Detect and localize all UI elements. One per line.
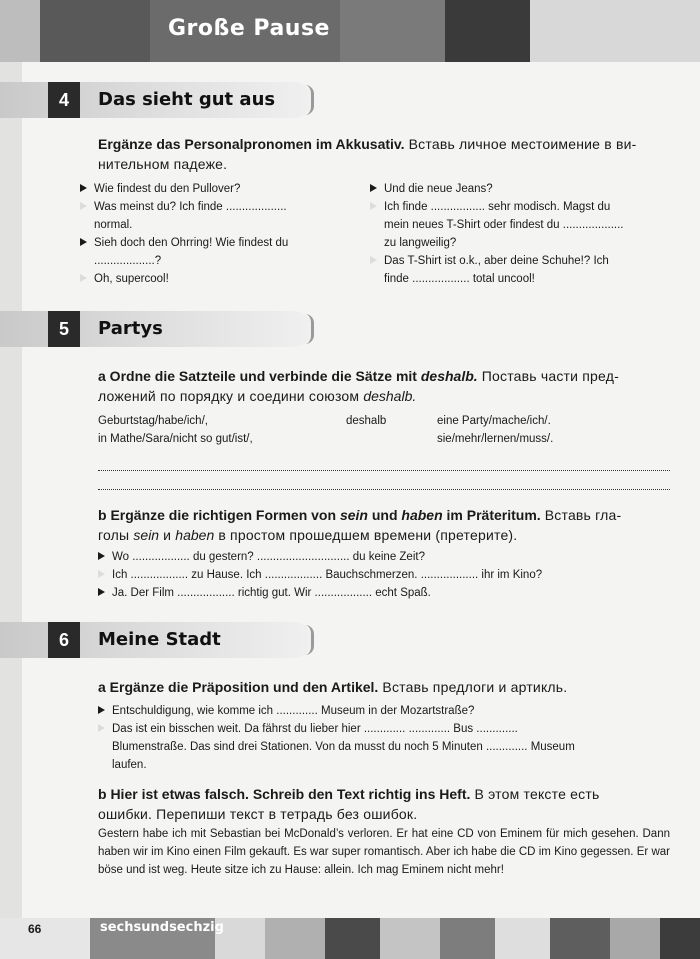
exercise-5b-instruction	[98, 505, 672, 545]
sentence-part: Geburtstag/habe/ich/,	[98, 415, 208, 427]
section-6-heading	[0, 622, 320, 658]
speaker-a-marker-icon	[98, 552, 105, 560]
instruction-ru: В этом тексте есть	[470, 786, 600, 802]
page-title: Große Pause	[168, 16, 330, 41]
page-number-words: sechsundsechzig	[100, 920, 224, 935]
instruction-de: b Ergänze die richtigen Formen von	[98, 507, 340, 523]
dialogue-line: Wie findest du den Pullover?	[94, 183, 241, 195]
section-title: Partys	[98, 318, 163, 339]
instruction-ru: ошибки. Перепиши текст в тетрадь без ошибок.	[98, 806, 418, 822]
footer-tile	[0, 918, 90, 959]
section-title: Das sieht gut aus	[98, 89, 276, 110]
exercise-6a-instruction	[98, 677, 672, 697]
exercise-5b-dialogue	[98, 548, 672, 602]
exercise-5a-instruction	[98, 366, 672, 406]
dialogue-line: Das T-Shirt ist o.k., aber deine Schuhe!? Ich	[384, 255, 609, 267]
instruction-ru: Вставь личное местоимение в ви-	[404, 136, 637, 152]
instruction-de: a Ordne die Satzteile und verbinde die Sätze mit	[98, 368, 421, 384]
instruction-ru: и	[159, 527, 176, 543]
speaker-b-marker-icon	[80, 274, 87, 282]
dialogue-line: Wo .................. du gestern? ............................. du keine Zeit?	[112, 551, 425, 563]
header-band	[0, 0, 700, 62]
page-number: 66	[28, 922, 42, 936]
dialogue-line: zu langweilig?	[384, 237, 457, 249]
exercise-6b-text: Gestern habe ich mit Sebastian bei McDonald’s verloren. Er hat eine CD von Eminem für mich gesehen. Dann haben wir im Kino einen Film gekauft. Es war super romantisch. Aber ich habe die CD im Kino gegessen. Er war böse und ist weg. Heute sitze ich zu Hause: allein. Ich mag Eminem nicht mehr!	[98, 828, 670, 876]
speaker-a-marker-icon	[370, 184, 377, 192]
dialogue-line: ...................?	[94, 255, 162, 267]
instruction-keyword: sein	[133, 527, 160, 543]
footer-tile	[440, 918, 495, 959]
instruction-ru: голы	[98, 527, 134, 543]
speaker-a-marker-icon	[80, 238, 87, 246]
footer-tile	[495, 918, 550, 959]
footer-tile	[660, 918, 700, 959]
header-tile	[445, 0, 530, 62]
exercise-6b-instruction	[98, 784, 672, 824]
header-tile	[0, 0, 40, 62]
dialogue-line: normal.	[94, 219, 133, 231]
instruction-keyword: haben	[175, 527, 215, 543]
footer-tile	[550, 918, 610, 959]
footer-tile	[265, 918, 325, 959]
dialogue-line: Oh, supercool!	[94, 273, 169, 285]
instruction-ru: в простом прошедшем времени (претерите).	[214, 527, 518, 543]
dialogue-line: Ja. Der Film .................. richtig gut. Wir .................. echt Spaß.	[112, 587, 431, 599]
instruction-de: im Präteritum.	[442, 507, 541, 523]
dialogue-line: Ich .................. zu Hause. Ich .................. Bauchschmerzen. .................. ihr im Kino?	[112, 569, 543, 581]
speaker-a-marker-icon	[98, 588, 105, 596]
exercise-4-instruction	[98, 134, 672, 174]
footer-tile	[325, 918, 380, 959]
exercise-4-left-dialogue	[80, 180, 350, 288]
instruction-de: a Ergänze die Präposition und den Artikel.	[98, 679, 379, 695]
instruction-ru: Вставь гла-	[540, 507, 622, 523]
section-number: 5	[48, 311, 80, 347]
instruction-de: b Hier ist etwas falsch. Schreib den Text richtig ins Heft.	[98, 786, 471, 802]
margin-strip	[0, 62, 22, 959]
dialogue-line: Das ist ein bisschen weit. Da fährst du lieber hier ............. ............. Bus .............	[112, 723, 518, 735]
sentence-part: sie/mehr/lernen/muss/.	[437, 433, 554, 445]
speaker-b-marker-icon	[370, 202, 377, 210]
sentence-part: eine Party/mache/ich/.	[437, 415, 551, 427]
instruction-ru: Вставь предлоги и артикль.	[378, 679, 568, 695]
speaker-a-marker-icon	[98, 706, 105, 714]
dialogue-line: Entschuldigung, wie komme ich ............. Museum in der Mozartstraße?	[112, 705, 475, 717]
conjunction: deshalb	[346, 415, 387, 427]
footer-tile	[380, 918, 440, 959]
dialogue-line: Blumenstraße. Das sind drei Stationen. Von da musst du noch 5 Minuten ............. Museum	[112, 741, 575, 753]
speaker-b-marker-icon	[98, 724, 105, 732]
header-tile	[530, 0, 700, 62]
speaker-b-marker-icon	[80, 202, 87, 210]
section-title: Meine Stadt	[98, 629, 221, 650]
instruction-keyword: haben	[401, 507, 443, 523]
dialogue-line: mein neues T-Shirt oder findest du ...................	[384, 219, 624, 231]
instruction-ru: Поставь части пред-	[477, 368, 619, 384]
instruction-keyword: sein	[339, 507, 368, 523]
dialogue-line: Was meinst du? Ich finde ...................	[94, 201, 287, 213]
section-5-heading	[0, 311, 320, 347]
exercise-4-right-dialogue	[370, 180, 672, 288]
instruction-de: und	[367, 507, 402, 523]
section-4-heading	[0, 82, 320, 118]
answer-line	[98, 470, 670, 471]
header-tile	[340, 0, 445, 62]
dialogue-line: Und die neue Jeans?	[384, 183, 493, 195]
instruction-keyword: deshalb.	[363, 388, 417, 404]
header-tile	[40, 0, 150, 62]
instruction-keyword: deshalb.	[420, 368, 478, 384]
dialogue-line: laufen.	[112, 759, 147, 771]
dialogue-line: Ich finde ................. sehr modisch. Magst du	[384, 201, 611, 213]
dialogue-line: Sieh doch den Ohrring! Wie findest du	[94, 237, 289, 249]
answer-line	[98, 489, 670, 490]
section-number: 6	[48, 622, 80, 658]
speaker-a-marker-icon	[80, 184, 87, 192]
dialogue-line: finde .................. total uncool!	[384, 273, 535, 285]
instruction-de: Ergänze das Personalpronomen im Akkusativ.	[98, 136, 405, 152]
footer-tile	[610, 918, 660, 959]
speaker-b-marker-icon	[370, 256, 377, 264]
exercise-6a-dialogue	[98, 702, 672, 774]
instruction-ru: нительном падеже.	[98, 156, 228, 172]
section-number: 4	[48, 82, 80, 118]
speaker-b-marker-icon	[98, 570, 105, 578]
sentence-part: in Mathe/Sara/nicht so gut/ist/,	[98, 433, 253, 445]
instruction-ru: ложений по порядку и соедини союзом	[98, 388, 364, 404]
